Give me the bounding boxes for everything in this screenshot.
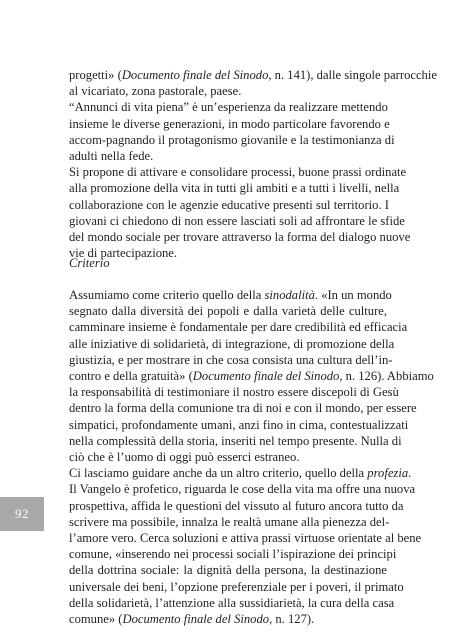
text-line: Si propone di attivare e consolidare processi, buone prassi ordinate (69, 165, 407, 180)
text-line (69, 611, 387, 627)
text-line: “Annunci di vita piena” è un’esperienza da realizzare mettendo (69, 100, 388, 115)
text-line: collaborazione con le agenzie educative presenti sul territorio. I (69, 197, 389, 212)
italic-citation: Documento finale del Sinodo (122, 612, 270, 626)
text-line (69, 67, 437, 83)
text-line: vie di partecipazione. (69, 246, 178, 261)
text-run: . (408, 466, 412, 481)
text-run: Ci lasciamo guidare anche da un altro criterio, quello della (69, 466, 368, 481)
text-line: la responsabilità di testimoniare il nostro essere discepoli di Gesù (69, 385, 399, 400)
page-number: 92 (15, 506, 29, 521)
text-run: contro e della gratuità» ( (69, 369, 193, 383)
italic-citation: profezia (367, 466, 409, 481)
text-run: Assumiamo come criterio quello della (69, 288, 265, 302)
text-line: della dottrina sociale: la dignità della persona, la destinazione (69, 563, 387, 578)
text-run: comune» ( (69, 612, 123, 626)
text-line: universale dei beni, l’opzione preferenziale per i poveri, il primato (69, 579, 404, 594)
text-line: alle iniziative di solidarietà, di integrazione, di promozione della (69, 336, 395, 351)
text-line: del mondo sociale per trovare attraverso la forma del dialogo nuove (69, 230, 411, 244)
text-line: segnato dalla diversità dei popoli e dalla varietà delle culture, (69, 304, 387, 319)
text-line: Il Vangelo è profetico, riguarda le cose della vita ma offre una nuova (69, 482, 416, 497)
text-line: nella complessità della storia, inseriti nel tempo presente. Nulla di (69, 433, 402, 448)
text-line: alla promozione della vita in tutti gli ambiti e a tutti i livelli, nella (69, 181, 400, 196)
text-line: dentro la forma della comunione tra di noi e con il mondo, per essere (69, 401, 417, 416)
text-run: , n. 141), dalle singole parrocchie (268, 68, 437, 82)
text-run: , n. 127). (269, 612, 315, 626)
text-line: l’amore vero. Cerca soluzioni e attiva prassi virtuose orientate al bene (69, 531, 422, 545)
text-line: giustizia, e per mostrare in che cosa consista una cultura dell’in- (69, 352, 393, 367)
italic-citation: Documento finale del Sinodo (121, 68, 269, 82)
text-line (69, 368, 434, 384)
text-line: prospettiva, affida le questioni del vissuto al futuro ancora tutto da (69, 498, 404, 513)
text-line (69, 287, 392, 303)
text-line: ciò che è l’uomo di oggi può esserci estraneo. (69, 450, 300, 464)
text-run: . «In un mondo (314, 288, 392, 302)
text-line: giovani ci chiedono di non essere lasciati soli ad affrontare le sfide (69, 213, 405, 228)
text-line: della solidarietà, l’attenzione alla sussidiarietà, la cura della casa (69, 595, 395, 610)
text-run: , n. 126). Abbiamo (339, 369, 434, 383)
text-line: insieme le diverse generazioni, in modo particolare favorendo e (69, 116, 390, 131)
text-run: progetti» ( (69, 68, 122, 82)
text-line: camminare insieme è fondamentale per dare credibilità ed efficacia (69, 320, 408, 335)
text-line: al vicariato, zona pastorale, paese. (69, 84, 242, 99)
text-line: scrivere ma possibile, innalza le realtà umane alla pienezza del- (69, 514, 390, 529)
italic-citation: Documento finale del Sinodo (192, 369, 340, 383)
text-line: adulti nella fede. (69, 149, 154, 163)
text-line: simpatici, profondamente umani, anzi fino in cima, contestualizzati (69, 417, 409, 432)
text-line (69, 465, 412, 481)
text-line: comune, «inserendo nei processi sociali l’ispirazione dei principi (69, 547, 397, 562)
text-line: accom-pagnando il protagonismo giovanile e la testimonianza di (69, 132, 395, 147)
section-heading: Criterio (69, 256, 110, 270)
italic-citation: sinodalità (264, 288, 315, 302)
page-number-tab (0, 497, 44, 531)
